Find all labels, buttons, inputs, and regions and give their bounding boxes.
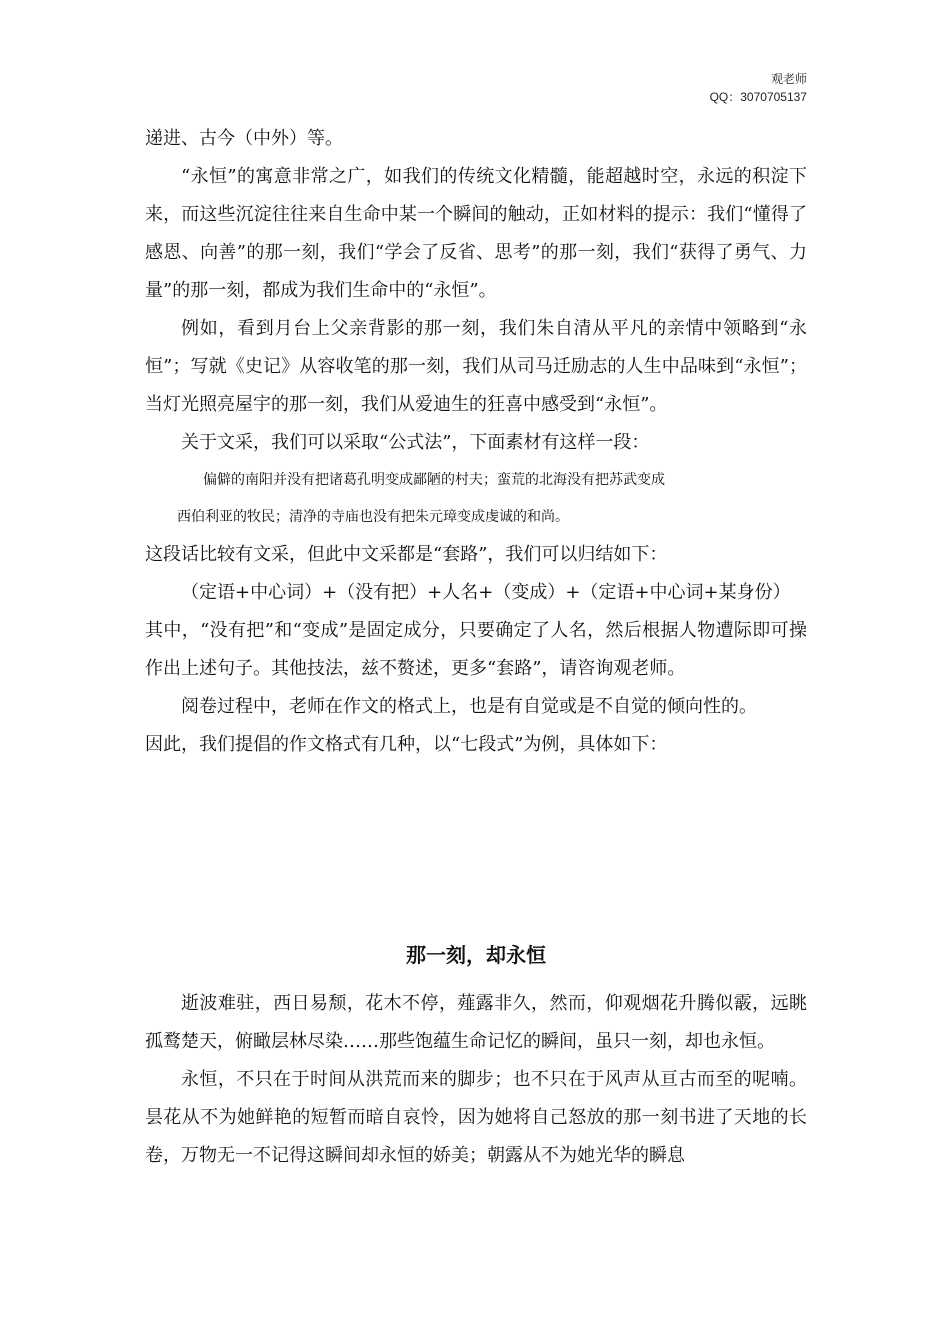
document-body [145,120,807,764]
paragraph: 关于文采，我们可以采取“公式法”，下面素材有这样一段： [181,432,650,453]
paragraph: 阅卷过程中，老师在作文的格式上，也是有自觉或是不自觉的倾向性的。 [181,696,757,717]
paragraph: 其中，“没有把”和“变成”是固定成分，只要确定了人名，然后根据人物遭际即可操作出上述句子。其他技法，兹不赘述，更多“套路”，请咨询观老师。 [145,620,807,679]
quote-line: 西伯利亚的牧民；清净的寺庙也没有把朱元璋变成虔诚的和尚。 [177,509,569,525]
essay-title: 那一刻，却永恒 [406,943,546,967]
header-author: 观老师 [770,72,807,86]
quote-line: 偏僻的南阳并没有把诸葛孔明变成鄙陋的村夫；蛮荒的北海没有把苏武变成 [203,472,665,488]
paragraph: 因此，我们提倡的作文格式有几种，以“七段式”为例，具体如下： [145,734,668,755]
paragraph: 永恒，不只在于时间从洪荒而来的脚步；也不只在于风声从亘古而至的呢喃。昙花从不为她鲜艳的短暂而暗自哀怜，因为她将自己怒放的那一刻书进了天地的长卷，万物无一不记得这瞬间却永恒的娇美；朝露从不为她光华的瞬息 [145,1069,807,1166]
paragraph: 逝波难驻，西日易颓，花木不停，薤露非久，然而，仰观烟花升腾似霰，远眺孤鹜楚天，俯瞰层林尽染……那些饱蕴生命记忆的瞬间，虽只一刻，却也永恒。 [145,993,807,1052]
essay-body [145,985,807,1175]
paragraph: 例如，看到月台上父亲背影的那一刻，我们朱自清从平凡的亲情中领略到“永恒”；写就《史记》从容收笔的那一刻，我们从司马迁励志的人生中品味到“永恒”；当灯光照亮屋宇的那一刻，我们从爱迪生的狂喜中感受到“永恒”。 [145,318,807,415]
header-qq: QQ：3070705137 [709,90,807,104]
paragraph: “永恒”的寓意非常之广，如我们的传统文化精髓，能超越时空，永远的积淀下来，而这些沉淀往往来自生命中某一个瞬间的触动，正如材料的提示：我们“懂得了感恩、向善”的那一刻，我们“学会了反省、思考”的那一刻，我们“获得了勇气、力量”的那一刻，都成为我们生命中的“永恒”。 [145,166,807,301]
paragraph: 这段话比较有文采，但此中文采都是“套路”，我们可以归结如下： [145,544,668,565]
paragraph: 递进、古今（中外）等。 [145,128,343,149]
formula-line: （定语+中心词）+（没有把）+人名+（变成）+（定语+中心词+某身份） [181,582,791,603]
